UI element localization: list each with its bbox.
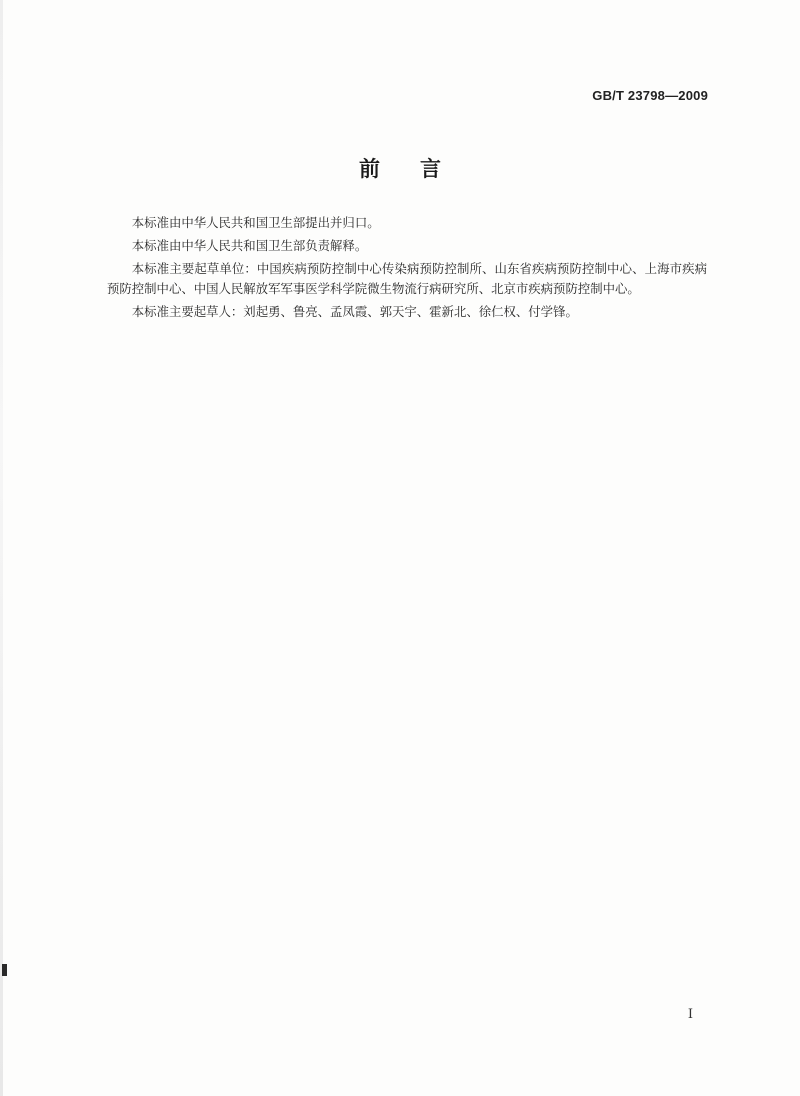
paragraph-drafters: 本标准主要起草人：刘起勇、鲁亮、孟凤霞、郭天宇、霍新北、徐仁权、付学锋。 — [131, 304, 578, 319]
foreword-body — [107, 213, 707, 325]
binder-mark — [2, 964, 7, 976]
paragraph-interpreter: 本标准由中华人民共和国卫生部负责解释。 — [131, 238, 368, 253]
page-title: 前言 — [359, 157, 481, 181]
paragraph-drafting-units: 本标准主要起草单位：中国疾病预防控制中心传染病预防控制所、山东省疾病预防控制中心、上海市疾病预防控制中心、中国人民解放军军事医学科学院微生物流行病研究所、北京市疾病预防控制中心。 — [107, 261, 707, 296]
paragraph-proposer: 本标准由中华人民共和国卫生部提出并归口。 — [131, 215, 380, 230]
page-number: I — [687, 1007, 693, 1022]
standard-number: GB/T 23798—2009 — [592, 88, 708, 103]
